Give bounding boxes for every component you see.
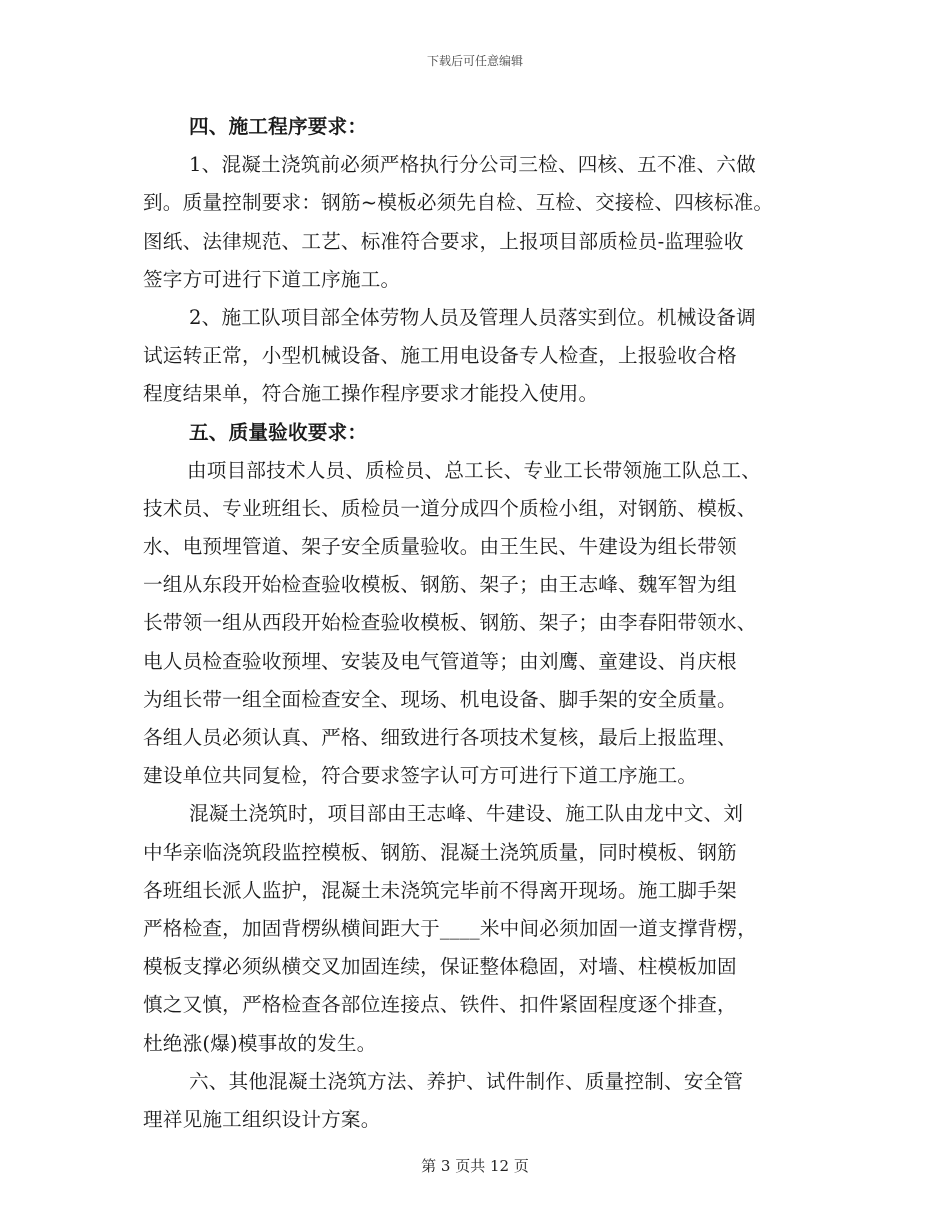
paragraph-line: 2、施工队项目部全体劳物人员及管理人员落实到位。机械设备调	[189, 305, 756, 329]
paragraph-line: 到。质量控制要求：钢筋~模板必须先自检、互检、交接检、四核标准。	[143, 191, 774, 215]
paragraph-line: 各组人员必须认真、严格、细致进行各项技术复核，最后上报监理、	[143, 726, 737, 749]
paragraph-line: 为组长带一组全面检查安全、现场、机电设备、脚手架的安全质量。	[143, 687, 737, 711]
paragraph-line: 建设单位共同复检，符合要求签字认可方可进行下道工序施工。	[143, 764, 698, 788]
page-footer: 第 3 页共 12 页	[421, 1157, 529, 1175]
paragraph-line: 电人员检查验收预埋、安装及电气管道等；由刘鹰、童建设、肖庆根	[143, 649, 737, 673]
paragraph-line: 签字方可进行下道工序施工。	[143, 267, 401, 291]
section-heading-5: 五、质量验收要求：	[189, 420, 368, 444]
paragraph-line: 杜绝涨(爆)模事故的发生。	[143, 1031, 377, 1055]
paragraph-line: 理祥见施工组织设计方案。	[143, 1107, 381, 1131]
page-header: 下载后可任意编辑	[426, 54, 523, 68]
paragraph-line: 程度结果单，符合施工操作程序要求才能投入使用。	[143, 382, 599, 406]
paragraph-line: 技术员、专业班组长、质检员一道分成四个质检小组，对钢筋、模板、	[143, 496, 757, 520]
paragraph-line: 慎之又慎，严格检查各部位连接点、铁件、扣件紧固程度逐个排查，	[143, 993, 737, 1017]
paragraph-line: 图纸、法律规范、工艺、标准符合要求，上报项目部质检员-监理验收	[143, 229, 744, 253]
section-line-6: 六、其他混凝土浇筑方法、养护、试件制作、质量控制、安全管	[189, 1069, 744, 1093]
paragraph-line: 各班组长派人监护，混凝土未浇筑完毕前不得离开现场。施工脚手架	[143, 878, 737, 902]
paragraph-line: 水、电预埋管道、架子安全质量验收。由王生民、牛建设为组长带领	[143, 535, 737, 559]
paragraph-line: 混凝土浇筑时，项目部由王志峰、牛建设、施工队由龙中文、刘	[189, 802, 744, 826]
paragraph-line: 试运转正常，小型机械设备、施工用电设备专人检查，上报验收合格	[143, 344, 737, 368]
paragraph-line: 由项目部技术人员、质检员、总工长、专业工长带领施工队总工、	[187, 458, 762, 482]
paragraph-line: 严格检查，加固背楞纵横间距大于____米中间必须加固一道支撑背楞，	[143, 916, 758, 940]
paragraph-line: 长带领一组从西段开始检查验收模板、钢筋、架子；由李春阳带领水、	[143, 611, 757, 635]
paragraph-line: 一组从东段开始检查验收模板、钢筋、架子；由王志峰、魏军智为组	[143, 573, 737, 597]
paragraph-line: 模板支撑必须纵横交叉加固连续，保证整体稳固，对墙、柱模板加固	[143, 955, 737, 979]
paragraph-line: 中华亲临浇筑段监控模板、钢筋、混凝土浇筑质量，同时模板、钢筋	[143, 840, 737, 864]
paragraph-line: 1、混凝土浇筑前必须严格执行分公司三检、四核、五不准、六做	[189, 153, 756, 177]
section-heading-4: 四、施工程序要求：	[189, 115, 368, 138]
document-body	[143, 108, 823, 1139]
